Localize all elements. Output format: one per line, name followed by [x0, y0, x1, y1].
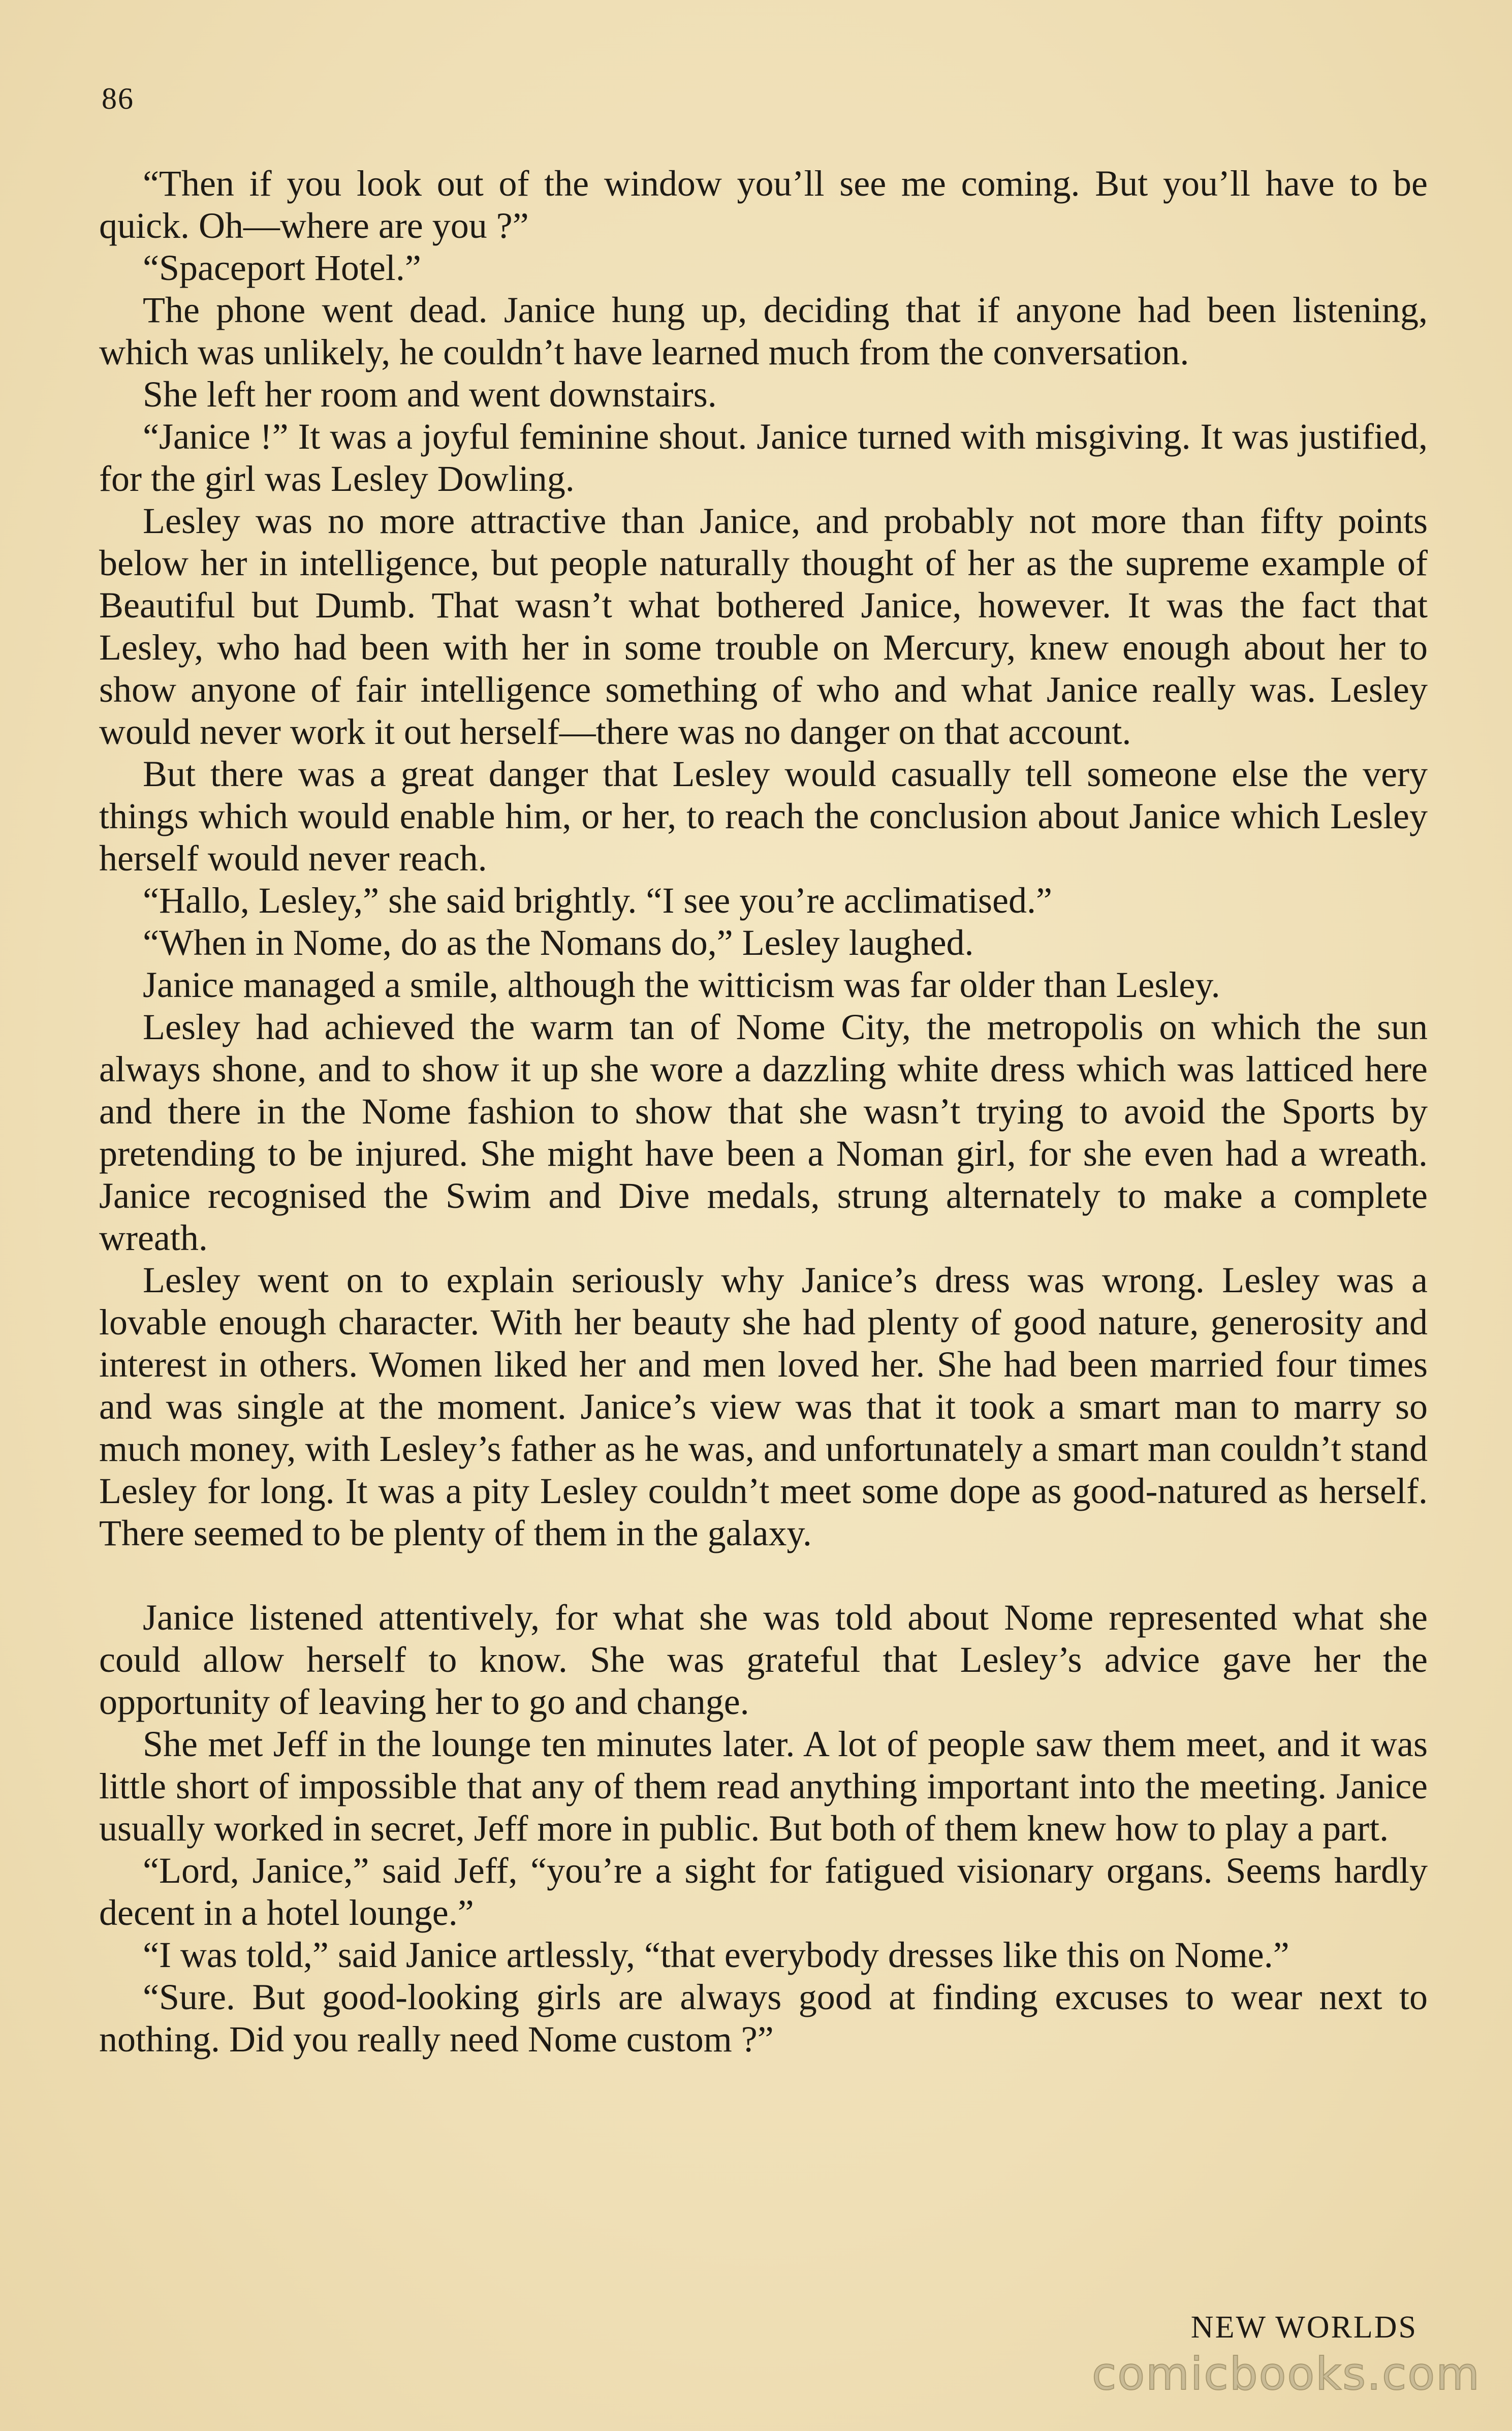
paragraph: She met Jeff in the lounge ten minutes later. A lot of people saw them meet, and it was little short of impossible that any of them read anything important into the meeting. Janice usually worked in secret, Jeff more in public. But both of them knew how to play a part. [99, 1724, 1428, 1849]
paragraph: Lesley had achieved the warm tan of Nome City, the metropolis on which the sun always shone, and to show it up she wore a dazzling white dress which was latticed here and there in the Nome fashion to show that she wasn’t trying to avoid the Sports by pretending to be injured. She might have been a Noman girl, for she even had a wreath. Janice recognised the Swim and Dive medals, strung alternately to make a complete wreath. [99, 1007, 1428, 1258]
paragraph: “I was told,” said Janice artlessly, “that everybody dresses like this on Nome.” [143, 1935, 1289, 1975]
running-footer-magazine-title: NEW WORLDS [1190, 2310, 1418, 2345]
paragraph: “Sure. But good-looking girls are always good at finding excuses to wear next to nothing. Did you really need Nome custom ?” [99, 1977, 1428, 2060]
paragraph: She left her room and went downstairs. [143, 374, 717, 415]
paragraph: But there was a great danger that Lesley would casually tell someone else the very things which would enable him, or her, to reach the conclusion about Janice which Lesley herself would never reach. [99, 754, 1428, 879]
paragraph: The phone went dead. Janice hung up, deciding that if anyone had been listening, which was unlikely, he couldn’t have learned much from the conversation. [99, 290, 1428, 372]
paragraph: “Lord, Janice,” said Jeff, “you’re a sight for fatigued visionary organs. Seems hardly decent in a hotel lounge.” [99, 1850, 1428, 1933]
paragraph: Janice managed a smile, although the witticism was far older than Lesley. [143, 964, 1220, 1005]
paragraph: “Spaceport Hotel.” [143, 247, 421, 288]
paragraph: “Hallo, Lesley,” she said brightly. “I see you’re acclimatised.” [143, 880, 1052, 921]
paragraph: Lesley went on to explain seriously why Janice’s dress was wrong. Lesley was a lovable enough character. With her beauty she had plenty of good nature, generosity and interest in others. Women liked her and men loved her. She had been married four times and was single at the moment. Janice’s view was that it took a smart man to marry so much money, with Lesley’s father as he was, and unfortunately a smart man couldn’t stand Lesley for long. It was a pity Lesley couldn’t meet some dope as good-natured as herself. There seemed to be plenty of them in the galaxy. [99, 1260, 1428, 1553]
story-text [99, 163, 1428, 2061]
paragraph: “When in Nome, do as the Nomans do,” Lesley laughed. [143, 922, 974, 963]
paragraph-section-start: Janice listened attentively, for what she was told about Nome represented what she could allow herself to know. She was grateful that Lesley’s advice gave her the opportunity of leaving her to go and change. [99, 1597, 1428, 1722]
watermark: comicbooks.com [1091, 2348, 1480, 2400]
paragraph: Lesley was no more attractive than Janice, and probably not more than fifty points below her in intelligence, but people naturally thought of her as the supreme example of Beautiful but Dumb. That wasn’t what bothered Janice, however. It was the fact that Lesley, who had been with her in some trouble on Mercury, knew enough about her to show anyone of fair intelligence something of who and what Janice really was. Lesley would never work it out herself—there was no danger on that account. [99, 501, 1428, 752]
page-number: 86 [102, 82, 134, 115]
paragraph: “Then if you look out of the window you’ll see me coming. But you’ll have to be quick. Oh—where are you ?” [99, 163, 1428, 246]
paragraph: “Janice !” It was a joyful feminine shout. Janice turned with misgiving. It was justified, for the girl was Lesley Dowling. [99, 416, 1428, 499]
